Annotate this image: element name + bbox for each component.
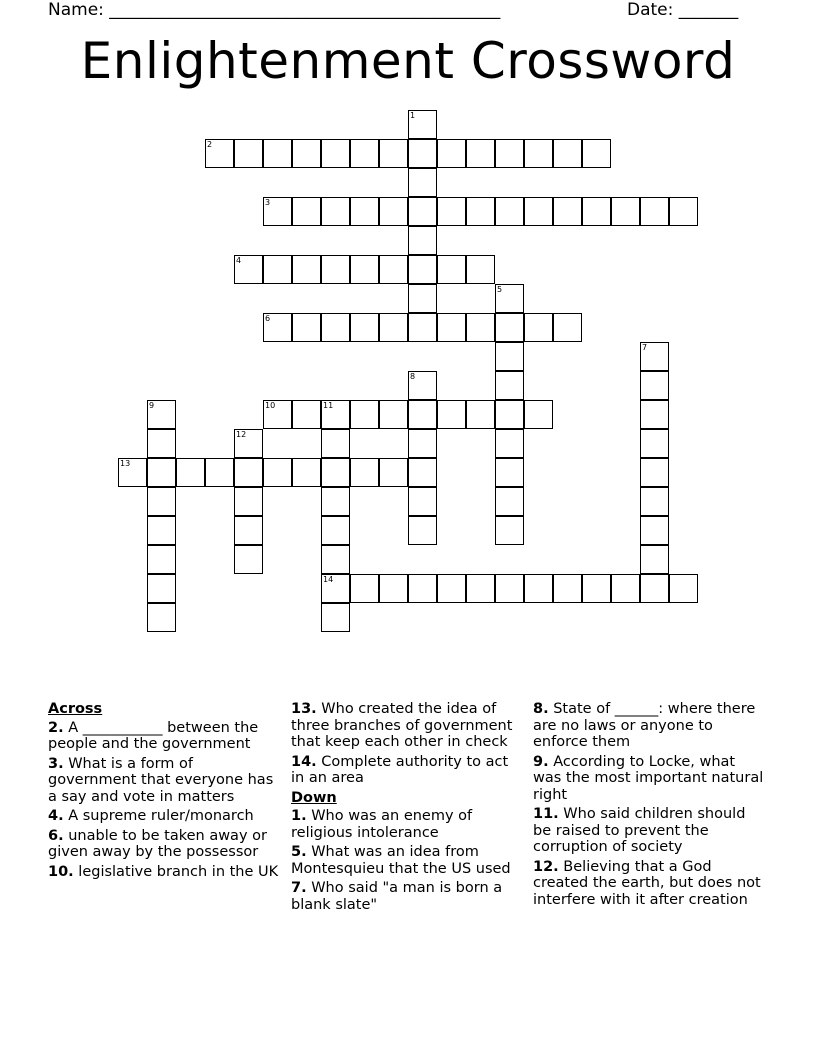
crossword-cell[interactable] (350, 458, 379, 487)
crossword-cell[interactable] (321, 574, 350, 603)
crossword-cell[interactable] (379, 313, 408, 342)
crossword-cell[interactable] (408, 110, 437, 139)
cell-number: 6 (265, 314, 271, 323)
crossword-cell[interactable] (321, 429, 350, 458)
crossword-cell[interactable] (495, 458, 524, 487)
crossword-cell[interactable] (321, 516, 350, 545)
crossword-cell[interactable] (408, 400, 437, 429)
crossword-cell[interactable] (234, 139, 263, 168)
crossword-cell[interactable] (147, 516, 176, 545)
crossword-cell[interactable] (379, 400, 408, 429)
crossword-cell[interactable] (292, 255, 321, 284)
crossword-cell[interactable] (582, 197, 611, 226)
crossword-cell[interactable] (147, 400, 176, 429)
crossword-cell[interactable] (495, 516, 524, 545)
clue-text: Complete authority to act in an area (291, 753, 509, 786)
clue-text: legislative branch in the UK (78, 863, 279, 880)
crossword-cell[interactable] (118, 458, 147, 487)
crossword-cell[interactable] (640, 429, 669, 458)
clue-down-7 (291, 880, 523, 913)
crossword-cell[interactable] (553, 139, 582, 168)
crossword-cell[interactable] (147, 487, 176, 516)
crossword-cell[interactable] (495, 429, 524, 458)
crossword-cell[interactable] (292, 458, 321, 487)
crossword-cell[interactable] (495, 342, 524, 371)
crossword-cell[interactable] (263, 313, 292, 342)
crossword-cell[interactable] (553, 313, 582, 342)
crossword-cell[interactable] (611, 574, 640, 603)
clue-number: 13. (291, 701, 317, 717)
crossword-cell[interactable] (292, 197, 321, 226)
clue-number: 5. (291, 844, 307, 860)
cell-number: 2 (207, 140, 213, 149)
clue-number: 4. (48, 808, 64, 824)
clue-down-1 (291, 808, 523, 841)
crossword-cell[interactable] (582, 139, 611, 168)
crossword-cell[interactable] (234, 545, 263, 574)
crossword-cell[interactable] (234, 487, 263, 516)
crossword-cell[interactable] (321, 545, 350, 574)
crossword-cell[interactable] (437, 574, 466, 603)
clue-across-14 (291, 754, 523, 787)
clue-text: According to Locke, what was the most important natural right (533, 753, 764, 803)
crossword-cell[interactable] (234, 516, 263, 545)
crossword-cell[interactable] (379, 458, 408, 487)
clue-text: A supreme ruler/monarch (68, 808, 254, 824)
crossword-cell[interactable] (263, 139, 292, 168)
clue-down-11 (533, 806, 765, 856)
date-field[interactable]: Date: _______ (627, 0, 739, 20)
crossword-cell[interactable] (263, 255, 292, 284)
crossword-cell[interactable] (437, 255, 466, 284)
clue-down-5 (291, 844, 523, 877)
clue-number: 2. (48, 719, 64, 736)
clues-column-1 (48, 701, 280, 883)
crossword-cell[interactable] (640, 516, 669, 545)
crossword-cell[interactable] (292, 139, 321, 168)
crossword-cell[interactable] (408, 139, 437, 168)
crossword-cell[interactable] (379, 574, 408, 603)
crossword-cell[interactable] (466, 400, 495, 429)
crossword-cell[interactable] (495, 487, 524, 516)
crossword-cell[interactable] (466, 574, 495, 603)
crossword-cell[interactable] (553, 197, 582, 226)
crossword-cell[interactable] (408, 197, 437, 226)
cell-number: 5 (497, 285, 503, 294)
crossword-cell[interactable] (524, 313, 553, 342)
clue-text: Believing that a God created the earth, but does not interfere with it after creation (533, 858, 761, 908)
cell-number: 8 (410, 372, 416, 381)
clue-number: 10. (48, 863, 74, 880)
clue-down-8 (533, 701, 765, 751)
crossword-cell[interactable] (437, 139, 466, 168)
clue-down-12 (533, 859, 765, 909)
crossword-cell[interactable] (524, 400, 553, 429)
crossword-cell[interactable] (350, 574, 379, 603)
crossword-cell[interactable] (147, 574, 176, 603)
crossword-cell[interactable] (524, 139, 553, 168)
crossword-cell[interactable] (350, 313, 379, 342)
cell-number: 3 (265, 198, 271, 207)
crossword-cell[interactable] (466, 313, 495, 342)
crossword-cell[interactable] (466, 255, 495, 284)
clue-text: Who created the idea of three branches of government that keep each other in check (291, 701, 513, 750)
crossword-cell[interactable] (582, 574, 611, 603)
crossword-cell[interactable] (321, 313, 350, 342)
clue-number: 8. (533, 701, 549, 717)
crossword-cell[interactable] (640, 458, 669, 487)
clue-text: What was an idea from Montesquieu that the US used (291, 844, 511, 877)
crossword-cell[interactable] (234, 429, 263, 458)
crossword-cell[interactable] (437, 197, 466, 226)
crossword-cell[interactable] (205, 458, 234, 487)
crossword-cell[interactable] (147, 603, 176, 632)
down-heading: Down (291, 789, 337, 806)
crossword-cell[interactable] (379, 197, 408, 226)
crossword-cell[interactable] (408, 371, 437, 400)
crossword-cell[interactable] (321, 487, 350, 516)
cell-number: 11 (323, 401, 334, 410)
crossword-cell[interactable] (350, 197, 379, 226)
crossword-cell[interactable] (640, 545, 669, 574)
crossword-cell[interactable] (321, 197, 350, 226)
clue-number: 12. (533, 858, 559, 875)
crossword-cell[interactable] (321, 400, 350, 429)
crossword-cell[interactable] (408, 168, 437, 197)
clue-across-6 (48, 828, 280, 861)
crossword-cell[interactable] (669, 574, 698, 603)
crossword-cell[interactable] (147, 545, 176, 574)
crossword-cell[interactable] (408, 458, 437, 487)
clue-across-2 (48, 720, 280, 753)
crossword-cell[interactable] (234, 255, 263, 284)
crossword-cell[interactable] (495, 400, 524, 429)
clue-down-9 (533, 754, 765, 804)
clues-column-3 (533, 701, 765, 911)
clue-across-3 (48, 756, 280, 806)
clue-across-4 (48, 808, 280, 825)
crossword-cell[interactable] (495, 574, 524, 603)
crossword-cell[interactable] (640, 574, 669, 603)
crossword-cell[interactable] (466, 139, 495, 168)
crossword-cell[interactable] (263, 197, 292, 226)
clue-text: What is a form of government that everyone has a say and vote in matters (48, 755, 274, 805)
crossword-cell[interactable] (147, 429, 176, 458)
crossword-cell[interactable] (408, 516, 437, 545)
clue-text: Who was an enemy of religious intolerance (291, 808, 473, 841)
crossword-cell[interactable] (292, 313, 321, 342)
crossword-cell[interactable] (495, 371, 524, 400)
crossword-cell[interactable] (321, 139, 350, 168)
crossword-cell[interactable] (408, 313, 437, 342)
crossword-cell[interactable] (263, 458, 292, 487)
crossword-cell[interactable] (408, 574, 437, 603)
cell-number: 10 (265, 401, 276, 410)
clue-text: Who said children should be raised to prevent the corruption of society (533, 806, 746, 855)
crossword-cell[interactable] (263, 400, 292, 429)
crossword-cell[interactable] (437, 400, 466, 429)
crossword-cell[interactable] (205, 139, 234, 168)
cell-number: 9 (149, 401, 155, 410)
cell-number: 7 (642, 343, 648, 352)
crossword-cell[interactable] (350, 400, 379, 429)
clues-column-2 (291, 701, 523, 916)
crossword-cell[interactable] (640, 487, 669, 516)
crossword-cell[interactable] (669, 197, 698, 226)
crossword-cell[interactable] (611, 197, 640, 226)
crossword-cell[interactable] (640, 400, 669, 429)
crossword-cell[interactable] (292, 400, 321, 429)
crossword-cell[interactable] (408, 284, 437, 313)
clue-number: 1. (291, 808, 307, 824)
cell-number: 12 (236, 430, 247, 439)
across-heading: Across (48, 701, 103, 717)
cell-number: 14 (323, 575, 334, 584)
crossword-cell[interactable] (640, 371, 669, 400)
crossword-cell[interactable] (524, 574, 553, 603)
crossword-cell[interactable] (640, 197, 669, 226)
crossword-cell[interactable] (234, 458, 263, 487)
clue-across-10 (48, 864, 280, 881)
clue-number: 14. (291, 753, 317, 770)
clue-text: unable to be taken away or given away by the possessor (48, 827, 267, 860)
crossword-cell[interactable] (495, 139, 524, 168)
name-field[interactable]: Name: ______________________________________________ (48, 0, 501, 20)
crossword-cell[interactable] (350, 139, 379, 168)
crossword-cell[interactable] (379, 255, 408, 284)
clue-number: 9. (533, 753, 549, 770)
crossword-cell[interactable] (176, 458, 205, 487)
crossword-cell[interactable] (147, 458, 176, 487)
crossword-cell[interactable] (495, 197, 524, 226)
clue-across-13 (291, 701, 523, 751)
crossword-cell[interactable] (321, 458, 350, 487)
clue-number: 6. (48, 827, 64, 844)
crossword-cell[interactable] (408, 226, 437, 255)
clue-number: 11. (533, 806, 559, 822)
crossword-cell[interactable] (495, 313, 524, 342)
crossword-cell[interactable] (466, 197, 495, 226)
clue-number: 3. (48, 755, 64, 772)
cell-number: 1 (410, 111, 416, 120)
crossword-cell[interactable] (437, 313, 466, 342)
crossword-cell[interactable] (640, 342, 669, 371)
clue-number: 7. (291, 880, 307, 896)
crossword-cell[interactable] (408, 255, 437, 284)
crossword-cell[interactable] (321, 255, 350, 284)
crossword-cell[interactable] (350, 255, 379, 284)
crossword-cell[interactable] (321, 603, 350, 632)
clue-text: State of ______: where there are no laws or anyone to enforce them (533, 701, 756, 750)
crossword-cell[interactable] (379, 139, 408, 168)
cell-number: 13 (120, 459, 131, 468)
crossword-cell[interactable] (495, 284, 524, 313)
page-title: Enlightenment Crossword (80, 32, 736, 90)
cell-number: 4 (236, 256, 242, 265)
clue-text: Who said "a man is born a blank slate" (291, 880, 503, 913)
crossword-cell[interactable] (524, 197, 553, 226)
clue-text: A ___________ between the people and the government (48, 719, 259, 752)
crossword-cell[interactable] (408, 429, 437, 458)
crossword-cell[interactable] (553, 574, 582, 603)
crossword-cell[interactable] (408, 487, 437, 516)
